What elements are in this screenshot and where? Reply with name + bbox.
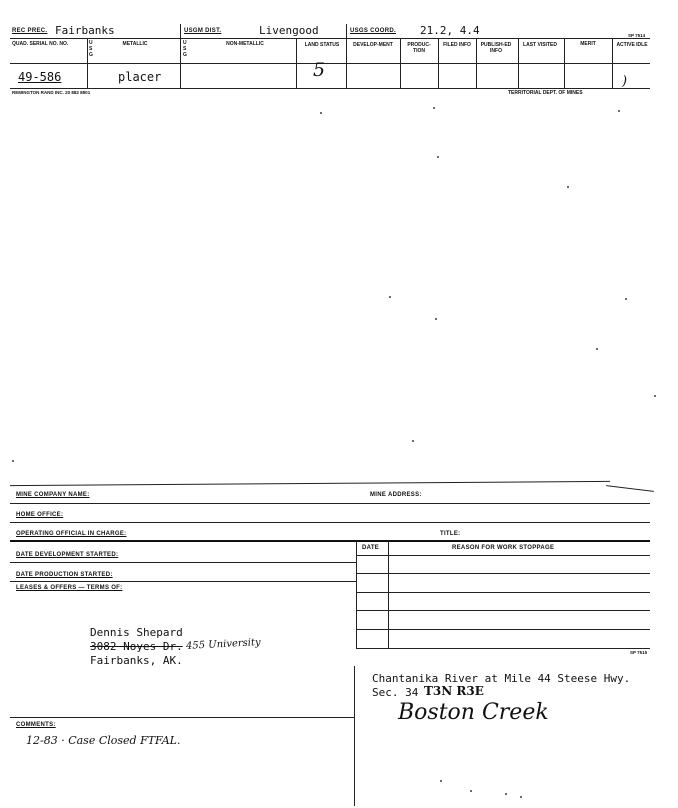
rule <box>10 481 610 486</box>
rule <box>388 541 389 649</box>
speck <box>618 110 620 112</box>
address-name: Dennis Shepard <box>90 626 183 639</box>
home-office-label: HOME OFFICE: <box>16 512 64 518</box>
title-label: TITLE: <box>440 531 461 537</box>
rule <box>356 648 650 649</box>
rule <box>356 610 650 611</box>
address-street-struck: 3082 Noyes Dr. <box>90 640 183 653</box>
nonmetallic-header: NON-METALLIC <box>226 41 264 47</box>
date-production-label: DATE PRODUCTION STARTED: <box>16 572 113 578</box>
metallic-header: METALLIC <box>122 41 148 47</box>
speck <box>320 112 322 114</box>
usgm-dist-label: USGM DIST. <box>184 28 222 34</box>
comments-label: COMMENTS: <box>16 722 56 728</box>
rule <box>356 629 650 630</box>
rule <box>356 541 357 649</box>
merit-header: MERIT <box>580 41 596 47</box>
rule <box>10 522 650 523</box>
reason-column-header: REASON FOR WORK STOPPAGE <box>452 545 555 551</box>
usgm-dist-value: Livengood <box>259 24 319 37</box>
speck <box>520 796 522 798</box>
speck <box>12 460 14 462</box>
speck <box>654 395 656 397</box>
serial-value: 49-586 <box>18 70 62 84</box>
published-info-header: PUBLISH-ED INFO <box>480 42 512 54</box>
comments-value: 12-83 · Case Closed FTFAL. <box>26 734 181 747</box>
speck <box>437 156 439 158</box>
land-status-header: LAND STATUS <box>304 42 340 48</box>
filed-info-header: FILED INFO <box>443 42 471 48</box>
leases-label: LEASES & OFFERS — TERMS OF: <box>16 585 123 591</box>
rule <box>10 38 650 39</box>
rule <box>10 562 356 563</box>
rule <box>606 485 654 492</box>
rule <box>356 555 650 556</box>
speck <box>435 318 437 320</box>
usgs-nonmetallic-header: U S G <box>183 40 187 58</box>
rule <box>10 503 650 504</box>
rule <box>346 24 347 88</box>
active-idle-header: ACTIVE IDLE <box>616 42 648 48</box>
production-header: PRODUC-TION <box>407 42 431 54</box>
speck <box>567 186 569 188</box>
location-section: Sec. 34 <box>372 686 419 699</box>
rule <box>10 88 650 89</box>
rule <box>10 63 650 64</box>
rec-prec-value: Fairbanks <box>55 24 115 37</box>
operating-official-label: OPERATING OFFICIAL IN CHARGE: <box>16 531 127 537</box>
land-status-value: 5 <box>313 59 326 81</box>
speck <box>470 790 472 792</box>
rule <box>354 666 355 806</box>
speck <box>596 348 598 350</box>
department-name: TERRITORIAL DEPT. OF MINES <box>508 90 583 96</box>
rule <box>10 717 354 718</box>
speck <box>625 298 627 300</box>
speck <box>412 440 414 442</box>
speck <box>389 296 391 298</box>
last-visited-header: LAST VISITED <box>523 42 557 48</box>
location-creek-name: Boston Creek <box>398 700 549 725</box>
rule <box>10 581 356 582</box>
rec-prec-label: REC PREC. <box>12 28 48 34</box>
form-number-top: SP 7514 <box>628 33 646 38</box>
speck <box>433 107 435 109</box>
quad-serial-header: QUAD. SERIAL NO. NO. <box>12 41 69 47</box>
speck <box>505 793 507 795</box>
active-idle-value: ) <box>622 74 628 89</box>
usgs-coord-value: 21.2, 4.4 <box>420 24 480 37</box>
rule <box>10 540 650 542</box>
usgs-coord-label: USGS COORD. <box>350 28 396 34</box>
address-city: Fairbanks, AK. <box>90 654 183 667</box>
development-header: DEVELOP-MENT <box>353 42 393 48</box>
address-street-handwritten: 455 University <box>185 637 261 652</box>
location-township-range: T3N R3E <box>424 684 484 698</box>
usgs-metallic-header: U S G <box>89 40 93 58</box>
form-number-bottom: SP 7515 <box>630 650 648 655</box>
printer-note: REMINGTON RAND INC. 20 882 8801 <box>12 90 91 95</box>
date-development-label: DATE DEVELOPMENT STARTED: <box>16 552 119 558</box>
speck <box>440 780 442 782</box>
metallic-value: placer <box>118 70 162 84</box>
mine-address-label: MINE ADDRESS: <box>370 492 422 498</box>
location-line-1: Chantanika River at Mile 44 Steese Hwy. <box>372 672 631 685</box>
rule <box>356 592 650 593</box>
rule <box>356 573 650 574</box>
date-column-header: DATE <box>362 545 380 551</box>
rule <box>180 24 181 88</box>
mine-company-label: MINE COMPANY NAME: <box>16 492 90 498</box>
